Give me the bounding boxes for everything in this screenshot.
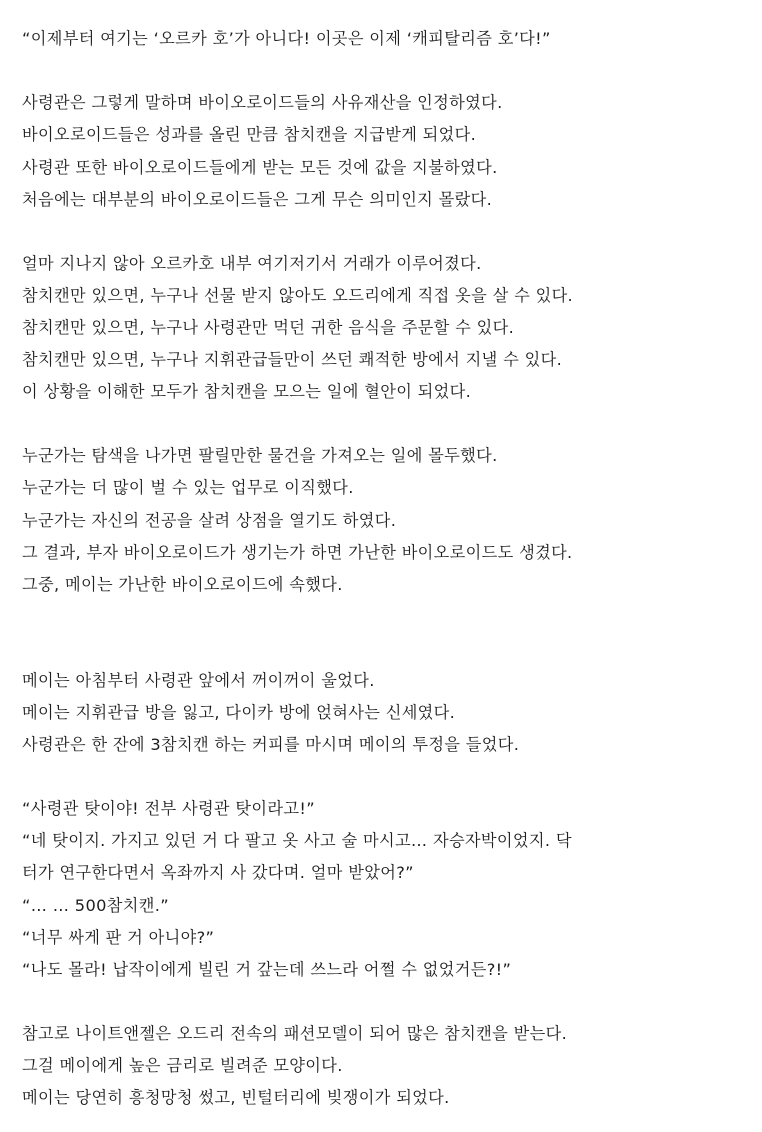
text-line: 사령관은 그렇게 말하며 바이오로이드들의 사유재산을 인정하였다. — [22, 93, 503, 112]
text-line: 얼마 지나지 않아 오르카호 내부 여기저기서 거래가 이루어졌다. — [22, 254, 482, 273]
text-line: 그걸 메이에게 높은 금리로 빌려준 모양이다. — [22, 1056, 343, 1075]
text-line: 터가 연구한다면서 옥좌까지 사 갔다며. 얼마 받았어?” — [22, 863, 414, 882]
text-line: 누군가는 자신의 전공을 살려 상점을 열기도 하였다. — [22, 511, 397, 530]
text-line: 메이는 지휘관급 방을 잃고, 다이카 방에 얹혀사는 신세였다. — [22, 703, 456, 722]
text-line: 사령관은 한 잔에 3참치캔 하는 커피를 마시며 메이의 투정을 들었다. — [22, 735, 520, 754]
text-line: 그 결과, 부자 바이오로이드가 생기는가 하면 가난한 바이오로이드도 생겼다. — [22, 543, 573, 562]
text-line: 누군가는 탐색을 나가면 팔릴만한 물건을 가져오는 일에 몰두했다. — [22, 446, 498, 465]
text-line: “… … 500참치캔.” — [22, 896, 169, 915]
text-line: “너무 싸게 판 거 아니야?” — [22, 928, 215, 947]
text-line: 참치캔만 있으면, 누구나 지휘관급들만이 쓰던 쾌적한 방에서 지낼 수 있다. — [22, 350, 563, 369]
text-line: 사령관 또한 바이오로이드들에게 받는 모든 것에 값을 지불하였다. — [22, 158, 498, 177]
text-line: 그중, 메이는 가난한 바이오로이드에 속했다. — [22, 575, 343, 594]
text-line: “나도 몰라! 납작이에게 빌린 거 갚는데 쓰느라 어쩔 수 없었거든?!” — [22, 960, 512, 979]
text-line: 메이는 당연히 흥청망청 썼고, 빈털터리에 빚쟁이가 되었다. — [22, 1088, 450, 1107]
text-line: “네 탓이지. 가지고 있던 거 다 팔고 옷 사고 술 마시고… 자승자박이었지. 닥 — [22, 831, 572, 850]
text-line: 참고로 나이트앤젤은 오드리 전속의 패션모델이 되어 많은 참치캔을 받는다. — [22, 1024, 568, 1043]
text-line: 메이는 아침부터 사령관 앞에서 꺼이꺼이 울었다. — [22, 671, 375, 690]
text-line: 참치캔만 있으면, 누구나 선물 받지 않아도 오드리에게 직접 옷을 살 수 있다. — [22, 286, 574, 305]
text-line: 처음에는 대부분의 바이오로이드들은 그게 무슨 의미인지 몰랐다. — [22, 190, 493, 209]
text-line: 참치캔만 있으면, 누구나 사령관만 먹던 귀한 음식을 주문할 수 있다. — [22, 318, 515, 337]
text-line: 누군가는 더 많이 벌 수 있는 업무로 이직했다. — [22, 478, 354, 497]
text-line: “사령관 탓이야! 전부 사령관 탓이라고!” — [22, 799, 315, 818]
text-line: “이제부터 여기는 ‘오르카 호’가 아니다! 이곳은 이제 ‘캐피탈리즘 호’다!” — [22, 29, 551, 48]
text-line: 이 상황을 이해한 모두가 참치캔을 모으는 일에 혈안이 되었다. — [22, 382, 472, 401]
text-line: 바이오로이드들은 성과를 올린 만큼 참치캔을 지급받게 되었다. — [22, 125, 477, 144]
